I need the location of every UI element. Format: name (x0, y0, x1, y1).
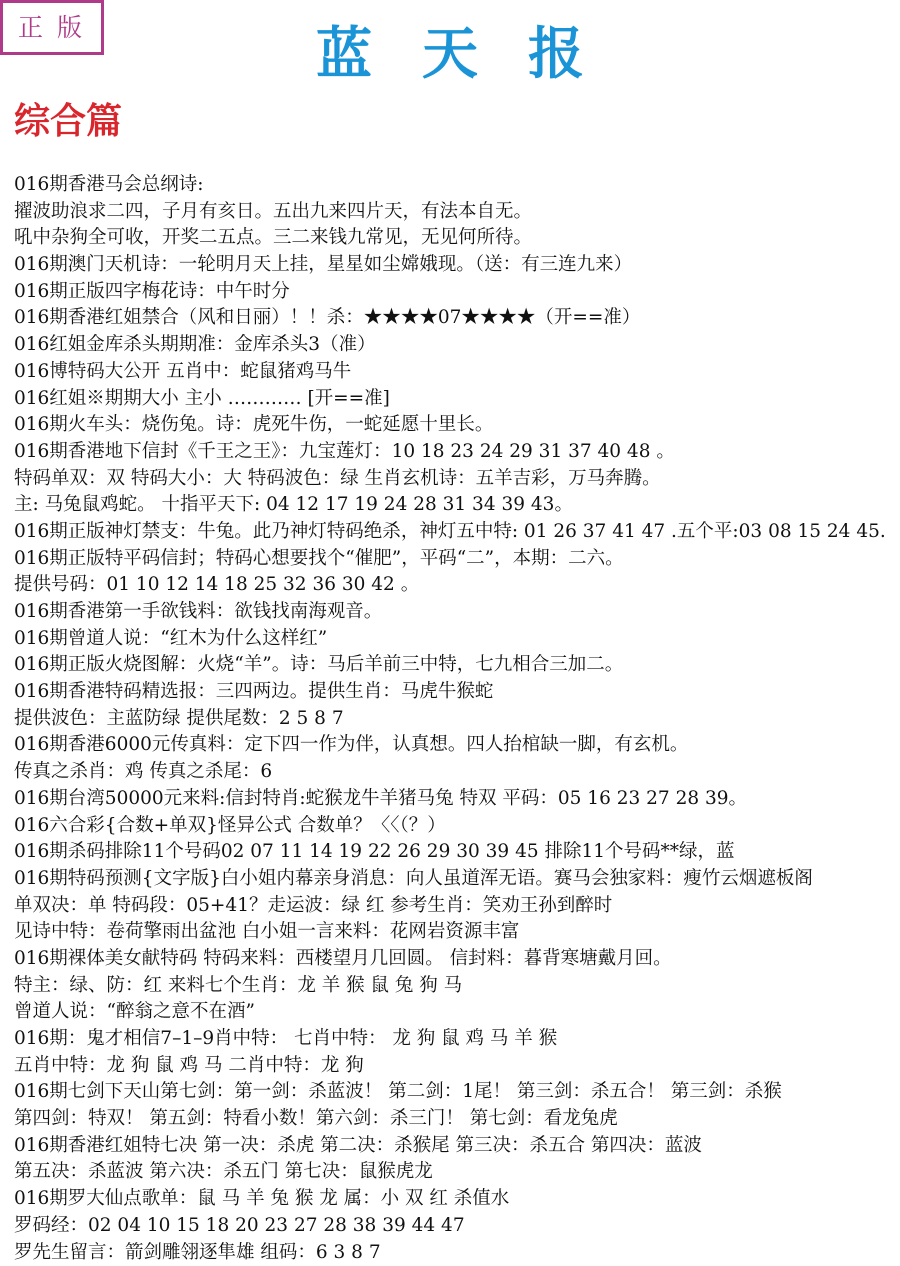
text-line: 016期香港红姐特七决 第一决：杀虎 第二决：杀猴尾 第三决：杀五合 第四决：蓝波 (14, 1133, 894, 1160)
text-line: 016期正版四字梅花诗：中午时分 (14, 279, 894, 306)
text-line: 见诗中特：卷荷擎雨出盆池 白小姐一言来料：花网岩资源丰富 (14, 919, 894, 946)
text-line: 016红姐※期期大小 主小 ………… [开==准] (14, 386, 894, 413)
text-line: 吼中杂狗全可收，开奖二五点。三二来钱九常见，无见何所待。 (14, 225, 894, 252)
text-line: 016六合彩{合数+单双}怪异公式 合数单？〈〈（？） (14, 813, 894, 840)
text-line: 016期正版神灯禁支：牛兔。此乃神灯特码绝杀，神灯五中特: 01 26 37 41 47 .五个平:03 08 15 24 45. (14, 519, 894, 546)
text-line: 016期香港地下信封《千王之王》：九宝莲灯：10 18 23 24 29 31 37 40 48 。 (14, 439, 894, 466)
text-line: 016期七剑下天山第七剑：第一剑：杀蓝波！ 第二剑：1尾！ 第三剑：杀五合！ 第三剑：杀猴 (14, 1079, 894, 1106)
text-line: 第五决：杀蓝波 第六决：杀五门 第七决：鼠猴虎龙 (14, 1159, 894, 1186)
text-line: 罗先生留言：箭剑雕翎逐隼雄 组码：6 3 8 7 (14, 1240, 894, 1266)
text-line: 016期香港6000元传真料：定下四一作为伴，认真想。四人抬棺缺一脚，有玄机。 (14, 732, 894, 759)
text-line: 016期特码预测{文字版}白小姐内幕亲身消息：向人虽道浑无语。赛马会独家料：瘦竹云烟遮板阁 (14, 866, 894, 893)
text-line: 提供号码：01 10 12 14 18 25 32 36 30 42 。 (14, 572, 894, 599)
text-line: 016期裸体美女献特码 特码来料：西楼望月几回圆。 信封料：暮背寒塘戴月回。 (14, 946, 894, 973)
page-title: 蓝天报 (0, 10, 900, 90)
text-line: 016红姐金库杀头期期准：金库杀头3（准） (14, 332, 894, 359)
text-line: 016期香港第一手欲钱料：欲钱找南海观音。 (14, 599, 894, 626)
text-line: 016期正版火烧图解：火烧“羊”。诗：马后羊前三中特，七九相合三加二。 (14, 652, 894, 679)
text-line: 提供波色：主蓝防绿 提供尾数：2 5 8 7 (14, 706, 894, 733)
text-line: 曾道人说：“醉翁之意不在酒” (14, 999, 894, 1026)
text-line: 016期：鬼才相信7–1–9肖中特： 七肖中特： 龙 狗 鼠 鸡 马 羊 猴 (14, 1026, 894, 1053)
text-line: 特码单双：双 特码大小：大 特码波色：绿 生肖玄机诗：五羊吉彩，万马奔腾。 (14, 466, 894, 493)
text-line: 主: 马兔鼠鸡蛇。 十指平天下: 04 12 17 19 24 28 31 34 39 43。 (14, 492, 894, 519)
text-line: 擢波助浪求二四，子月有亥日。五出九来四片天，有法本自无。 (14, 199, 894, 226)
text-line: 五肖中特：龙 狗 鼠 鸡 马 二肖中特：龙 狗 (14, 1053, 894, 1080)
text-line: 016期澳门天机诗：一轮明月天上挂，星星如尘嫦娥现。（送：有三连九来） (14, 252, 894, 279)
text-line: 016期罗大仙点歌单：鼠 马 羊 兔 猴 龙 属：小 双 红 杀值水 (14, 1186, 894, 1213)
text-line: 016期香港马会总纲诗: (14, 172, 894, 199)
text-line: 单双决：单 特码段：05+41？走运波：绿 红 参考生肖：笑劝王孙到醉时 (14, 893, 894, 920)
section-heading: 综合篇 (14, 93, 122, 144)
text-line: 016期曾道人说：“红木为什么这样红” (14, 626, 894, 653)
edition-badge: 正版 (0, 0, 104, 55)
text-line: 016期台湾50000元来料:信封特肖:蛇猴龙牛羊猪马兔 特双 平码：05 16 23 27 28 39。 (14, 786, 894, 813)
text-line: 罗码经：02 04 10 15 18 20 23 27 28 38 39 44 47 (14, 1213, 894, 1240)
text-line: 特主：绿、防：红 来料七个生肖：龙 羊 猴 鼠 兔 狗 马 (14, 973, 894, 1000)
text-line: 016期火车头：烧伤兔。诗：虎死牛伤，一蛇延愿十里长。 (14, 412, 894, 439)
text-line: 016期杀码排除11个号码02 07 11 14 19 22 26 29 30 39 45 排除11个号码**绿，蓝 (14, 839, 894, 866)
content-lines (14, 172, 894, 1266)
text-line: 016博特码大公开 五肖中：蛇鼠猪鸡马牛 (14, 359, 894, 386)
text-line: 016期香港红姐禁合（风和日丽）！！杀：★★★★07★★★★（开==准） (14, 305, 894, 332)
text-line: 第四剑：特双！ 第五剑：特看小数！第六剑：杀三门！ 第七剑：看龙兔虎 (14, 1106, 894, 1133)
text-line: 传真之杀肖：鸡 传真之杀尾：6 (14, 759, 894, 786)
text-line: 016期正版特平码信封；特码心想要找个“催肥”，平码“二”，本期：二六。 (14, 546, 894, 573)
text-line: 016期香港特码精选报：三四两边。提供生肖：马虎牛猴蛇 (14, 679, 894, 706)
